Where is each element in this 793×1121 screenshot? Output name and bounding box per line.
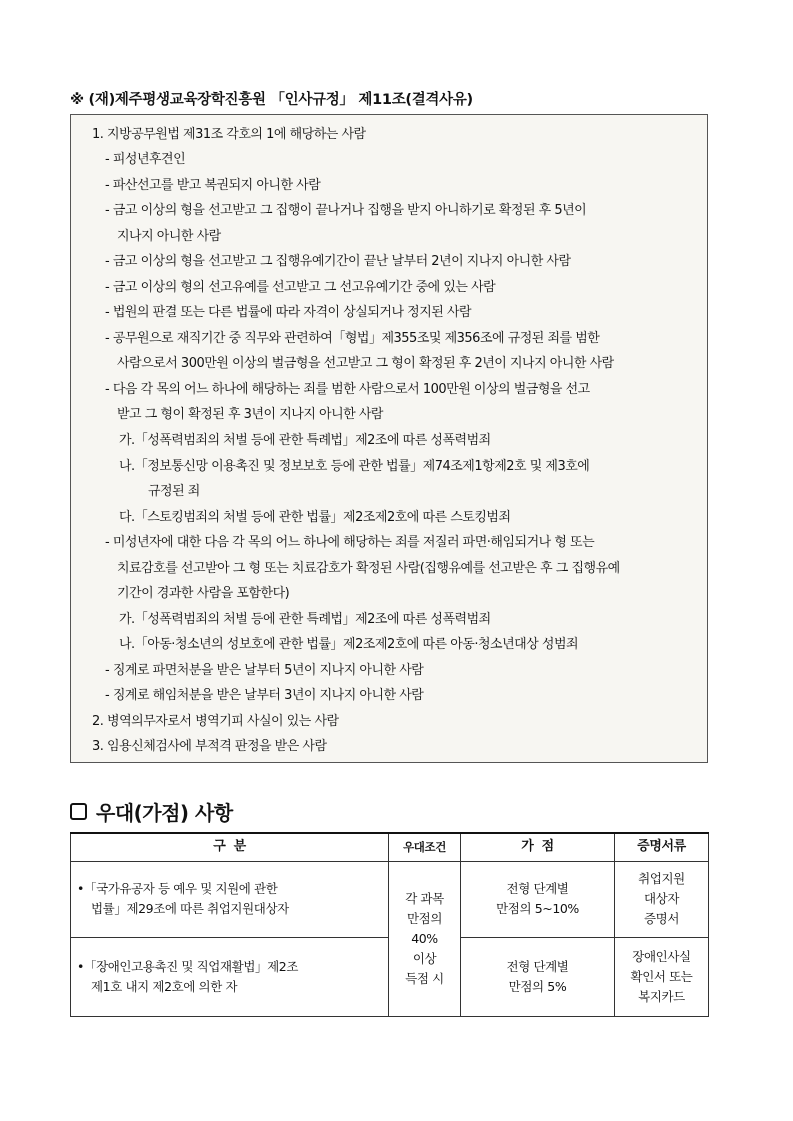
preference-heading — [70, 797, 233, 825]
sub-sub-item: 나.「정보통신망 이용촉진 및 정보보호 등에 관한 법률」제74조제1항제2호 및 제3호에 — [119, 459, 590, 474]
sub-item-continued: 사람으로서 300만원 이상의 벌금형을 선고받고 그 형이 확정된 후 2년이 지나지 아니한 사람 — [117, 356, 614, 371]
sub-item-continued: 받고 그 형이 확정된 후 3년이 지나지 아니한 사람 — [117, 407, 383, 422]
documents-line: 대상자 — [643, 891, 680, 907]
condition-line: 40% — [411, 930, 438, 946]
points-line: 만점의 5~10% — [496, 901, 579, 917]
table-row — [71, 861, 709, 937]
condition-cell — [389, 861, 461, 1017]
documents-line: 장애인사실 — [632, 948, 691, 964]
sub-sub-item: 가.「성폭력범죄의 처벌 등에 관한 특례법」제2조에 따른 성폭력범죄 — [119, 433, 491, 448]
sub-item: - 징계로 해임처분을 받은 날부터 3년이 지나지 아니한 사람 — [105, 688, 424, 703]
column-header-category: 구 분 — [71, 833, 389, 861]
sub-item-continued: 기간이 경과한 사람을 포함한다) — [117, 586, 290, 601]
documents-line: 취업지원 — [638, 871, 685, 887]
sub-item: - 공무원으로 재직기간 중 직무와 관련하여「형법」제355조및 제356조에 규정된 죄를 범한 — [105, 331, 600, 346]
points-line: 전형 단계별 — [506, 958, 569, 974]
sub-sub-item: 다.「스토킹범죄의 처벌 등에 관한 법률」제2조제2호에 따른 스토킹범죄 — [119, 510, 511, 525]
disqualification-box — [70, 114, 708, 763]
sub-item: - 징계로 파면처분을 받은 날부터 5년이 지나지 아니한 사람 — [105, 663, 424, 678]
documents-cell — [615, 861, 709, 937]
sub-item: - 피성년후견인 — [105, 152, 186, 167]
preference-table — [70, 832, 709, 1017]
column-header-points: 가 점 — [461, 833, 615, 861]
column-header-documents: 증명서류 — [615, 833, 709, 861]
item-1: 1. 지방공무원법 제31조 각호의 1에 해당하는 사람 — [92, 127, 366, 142]
sub-item-continued: 치료감호를 선고받아 그 형 또는 치료감호가 확정된 사람(집행유예를 선고받은 후 그 집행유예 — [117, 561, 620, 576]
category-line: •「장애인고용촉진 및 직업재활법」제2조 — [77, 958, 298, 974]
preference-heading-text: 우대(가점) 사항 — [96, 800, 233, 825]
category-cell — [71, 861, 389, 937]
points-line: 만점의 5% — [508, 978, 567, 994]
sub-item: - 미성년자에 대한 다음 각 목의 어느 하나에 해당하는 죄를 저질러 파면·해임되거나 형 또는 — [105, 535, 595, 550]
disqualification-heading: ※ (재)제주평생교육장학진흥원 「인사규정」 제11조(결격사유) — [70, 92, 473, 108]
documents-line: 확인서 또는 — [630, 968, 693, 984]
item-2: 2. 병역의무자로서 병역기피 사실이 있는 사람 — [92, 714, 339, 729]
sub-sub-item-continued: 규정된 죄 — [148, 484, 200, 499]
sub-item-continued: 지나지 아니한 사람 — [117, 229, 221, 244]
sub-sub-item: 가.「성폭력범죄의 처벌 등에 관한 특례법」제2조에 따른 성폭력범죄 — [119, 612, 491, 627]
column-header-condition: 우대조건 — [389, 833, 461, 861]
points-line: 전형 단계별 — [506, 881, 569, 897]
sub-sub-item: 나.「아동·청소년의 성보호에 관한 법률」제2조제2호에 따른 아동·청소년대상 성범죄 — [119, 637, 579, 652]
condition-line: 만점의 — [406, 910, 443, 926]
documents-line: 증명서 — [643, 911, 680, 927]
documents-line: 복지카드 — [638, 988, 685, 1004]
sub-item: - 법원의 판결 또는 다른 법률에 따라 자격이 상실되거나 정지된 사람 — [105, 305, 472, 320]
item-3: 3. 임용신체검사에 부적격 판정을 받은 사람 — [92, 739, 327, 754]
condition-line: 이상 — [412, 950, 437, 966]
checkbox-square-icon — [70, 803, 87, 820]
points-cell — [461, 861, 615, 937]
sub-item: - 금고 이상의 형을 선고받고 그 집행이 끝나거나 집행을 받지 아니하기로 확정된 후 5년이 — [105, 203, 587, 218]
category-cell — [71, 937, 389, 1016]
table-header-row — [71, 833, 709, 861]
category-line: 법률」제29조에 따른 취업지원대상자 — [91, 901, 289, 917]
sub-item: - 다음 각 목의 어느 하나에 해당하는 죄를 범한 사람으로서 100만원 이상의 벌금형을 선고 — [105, 382, 590, 397]
sub-item: - 금고 이상의 형을 선고받고 그 집행유예기간이 끝난 날부터 2년이 지나지 아니한 사람 — [105, 254, 571, 269]
documents-cell — [615, 937, 709, 1016]
points-cell — [461, 937, 615, 1016]
category-line: 제1호 내지 제2호에 의한 자 — [91, 978, 238, 994]
condition-line: 각 과목 — [405, 890, 444, 906]
sub-item: - 파산선고를 받고 복권되지 아니한 사람 — [105, 178, 321, 193]
sub-item: - 금고 이상의 형의 선고유예를 선고받고 그 선고유예기간 중에 있는 사람 — [105, 280, 496, 295]
category-line: •「국가유공자 등 예우 및 지원에 관한 — [77, 881, 278, 897]
condition-line: 득점 시 — [405, 970, 444, 986]
